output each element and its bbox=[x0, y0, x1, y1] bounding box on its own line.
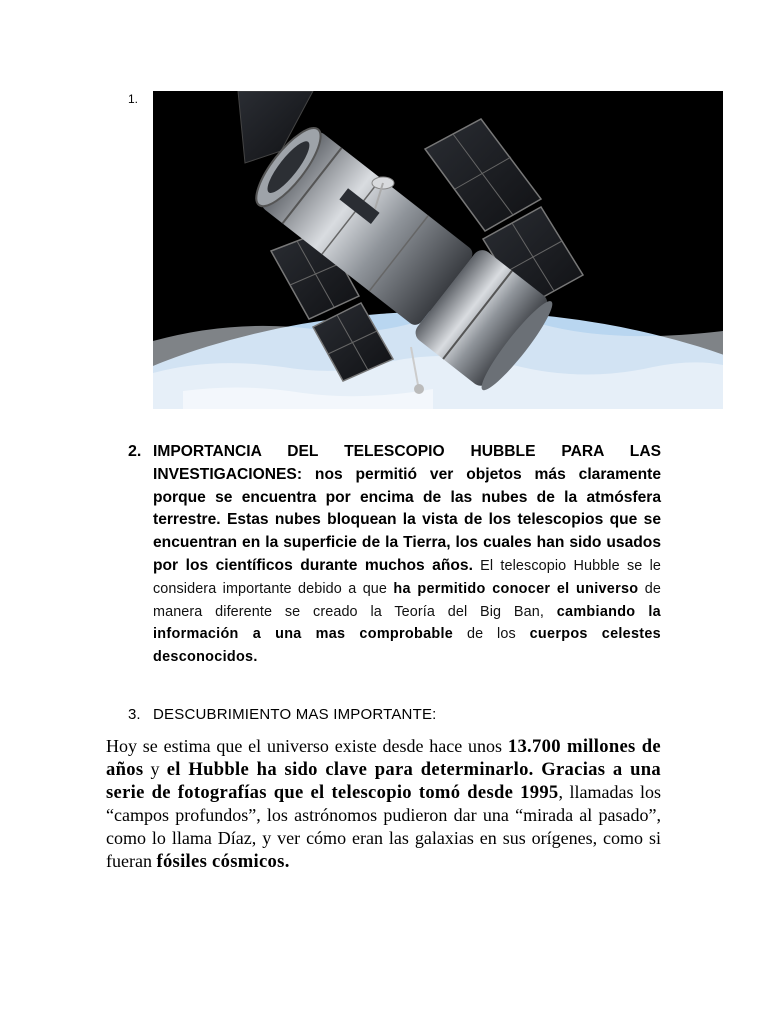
list-number-3: 3. bbox=[128, 706, 141, 723]
discovery-bold-1: 13.700 millones de años bbox=[106, 736, 661, 780]
list-number-2: 2. bbox=[128, 443, 142, 460]
discovery-bold-3: fósiles cósmicos. bbox=[156, 851, 290, 872]
section-discovery-heading: DESCUBRIMIENTO MAS IMPORTANTE: bbox=[153, 706, 437, 723]
section-importance-bold-1: ha permitido conocer el universo bbox=[393, 580, 639, 597]
section-importance-text-3: de los bbox=[453, 626, 530, 643]
list-number-1: 1. bbox=[128, 92, 139, 106]
section-importance-bold-3: cuerpos celestes desconocidos. bbox=[153, 626, 661, 666]
section-discovery-paragraph bbox=[106, 735, 661, 873]
hubble-photo bbox=[153, 91, 723, 409]
section-importance-bold-2: cambiando la información a una mas comprobable bbox=[153, 603, 661, 643]
section-importance bbox=[153, 441, 661, 669]
discovery-text-1: Hoy se estima que el universo existe desde hace unos bbox=[106, 736, 508, 756]
discovery-text-2: y bbox=[143, 759, 167, 779]
section-importance-text-1: El telescopio Hubble se le considera importante debido a que bbox=[153, 557, 661, 597]
section-importance-bold-text: nos permitió ver objetos más claramente porque se encuentra por encima de las nubes de la atmósfera terrestre. Estas nubes bloquean la vista de los telescopios que se encuentran en la superficie de la Tierra, los cuales han sido usados por los científicos durante muchos años. bbox=[153, 465, 661, 574]
section-importance-heading: IMPORTANCIA DEL TELESCOPIO HUBBLE PARA LAS INVESTIGACIONES: bbox=[153, 443, 661, 483]
discovery-bold-2: el Hubble ha sido clave para determinarlo. Gracias a una serie de fotografías que el telescopio tomó desde 1995 bbox=[106, 759, 662, 803]
section-importance-text-2: de manera diferente se creado la Teoría del Big Ban, bbox=[153, 580, 661, 620]
discovery-text-3: , llamadas los “campos profundos”, los astrónomos pudieron dar una “mirada al pasado”, como lo llama Díaz, y ver cómo eran las galaxias en sus orígenes, como si fueran bbox=[106, 782, 661, 871]
